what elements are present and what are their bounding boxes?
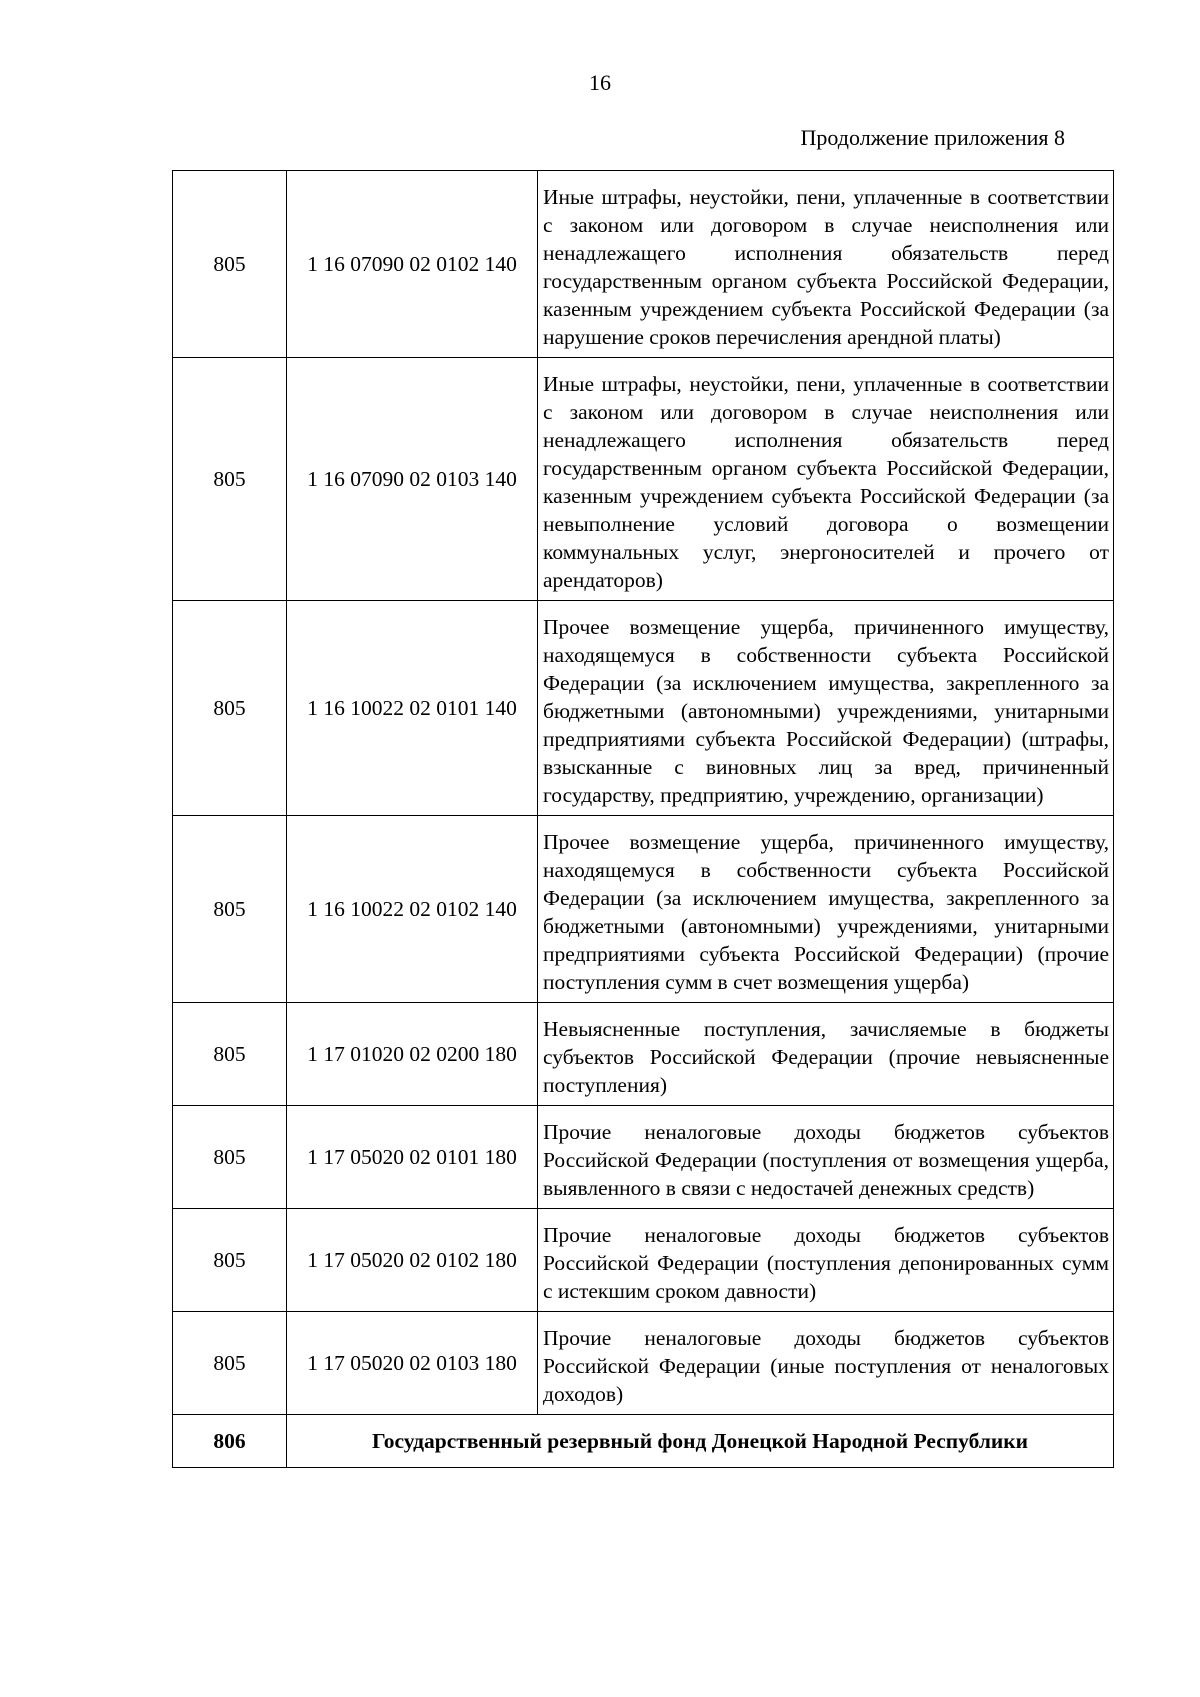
admin-code-cell: 805 bbox=[173, 601, 287, 816]
revenue-code-cell: 1 17 05020 02 0102 180 bbox=[287, 1209, 538, 1312]
table-row bbox=[173, 1312, 1114, 1415]
revenue-name-cell: Прочие неналоговые доходы бюджетов субъектов Российской Федерации (поступления депонированных сумм с истекшим сроком давности) bbox=[538, 1209, 1114, 1312]
table-row bbox=[173, 358, 1114, 601]
appendix-continuation-label: Продолжение приложения 8 bbox=[800, 125, 1065, 150]
table-row bbox=[173, 1209, 1114, 1312]
revenue-code-cell: 1 17 01020 02 0200 180 bbox=[287, 1003, 538, 1106]
page-number: 16 bbox=[589, 70, 611, 95]
revenue-name-cell: Иные штрафы, неустойки, пени, уплаченные в соответствии с законом или договором в случае неисполнения или ненадлежащего исполнения обязательств перед государственным органом субъекта Российской Федерации, казенным учреждением субъекта Российской Федерации (за нарушение сроков перечисления арендной платы) bbox=[538, 171, 1114, 358]
revenue-name-cell: Прочее возмещение ущерба, причиненного имуществу, находящемуся в собственности субъекта Российской Федерации (за исключением имущества, закрепленного за бюджетными (автономными) учреждениями, унитарными предприятиями субъекта Российской Федерации) (прочие поступления сумм в счет возмещения ущерба) bbox=[538, 816, 1114, 1003]
table-row bbox=[173, 816, 1114, 1003]
revenue-code-cell: 1 17 05020 02 0101 180 bbox=[287, 1106, 538, 1209]
revenue-code-cell: 1 16 07090 02 0102 140 bbox=[287, 171, 538, 358]
table-row bbox=[173, 601, 1114, 816]
admin-code-cell: 805 bbox=[173, 816, 287, 1003]
revenue-code-cell: 1 16 10022 02 0102 140 bbox=[287, 816, 538, 1003]
revenue-name-cell: Прочее возмещение ущерба, причиненного имуществу, находящемуся в собственности субъекта Российской Федерации (за исключением имущества, закрепленного за бюджетными (автономными) учреждениями, унитарными предприятиями субъекта Российской Федерации) (штрафы, взысканные с виновных лиц за вред, причиненный государству, предприятию, учреждению, организации) bbox=[538, 601, 1114, 816]
revenue-name-cell: Прочие неналоговые доходы бюджетов субъектов Российской Федерации (поступления от возмещения ущерба, выявленного в связи с недостачей денежных средств) bbox=[538, 1106, 1114, 1209]
revenue-codes-table-body bbox=[173, 171, 1114, 1468]
table-row bbox=[173, 171, 1114, 358]
revenue-name-cell: Иные штрафы, неустойки, пени, уплаченные в соответствии с законом или договором в случае неисполнения или ненадлежащего исполнения обязательств перед государственным органом субъекта Российской Федерации, казенным учреждением субъекта Российской Федерации (за невыполнение условий договора о возмещении коммунальных услуг, энергоносителей и прочего от арендаторов) bbox=[538, 358, 1114, 601]
admin-code-cell: 805 bbox=[173, 1312, 287, 1415]
revenue-code-cell: 1 16 07090 02 0103 140 bbox=[287, 358, 538, 601]
admin-code-cell: 805 bbox=[173, 358, 287, 601]
administrator-name-cell: Государственный резервный фонд Донецкой Народной Республики bbox=[287, 1415, 1114, 1468]
admin-code-cell: 805 bbox=[173, 171, 287, 358]
revenue-code-cell: 1 17 05020 02 0103 180 bbox=[287, 1312, 538, 1415]
admin-code-cell: 805 bbox=[173, 1209, 287, 1312]
administrator-heading-row bbox=[173, 1415, 1114, 1468]
table-row bbox=[173, 1106, 1114, 1209]
revenue-name-cell: Невыясненные поступления, зачисляемые в бюджеты субъектов Российской Федерации (прочие невыясненные поступления) bbox=[538, 1003, 1114, 1106]
table-row bbox=[173, 1003, 1114, 1106]
admin-code-cell: 805 bbox=[173, 1106, 287, 1209]
revenue-codes-table bbox=[172, 170, 1114, 1468]
administrator-code-cell: 806 bbox=[173, 1415, 287, 1468]
revenue-name-cell: Прочие неналоговые доходы бюджетов субъектов Российской Федерации (иные поступления от неналоговых доходов) bbox=[538, 1312, 1114, 1415]
revenue-code-cell: 1 16 10022 02 0101 140 bbox=[287, 601, 538, 816]
admin-code-cell: 805 bbox=[173, 1003, 287, 1106]
